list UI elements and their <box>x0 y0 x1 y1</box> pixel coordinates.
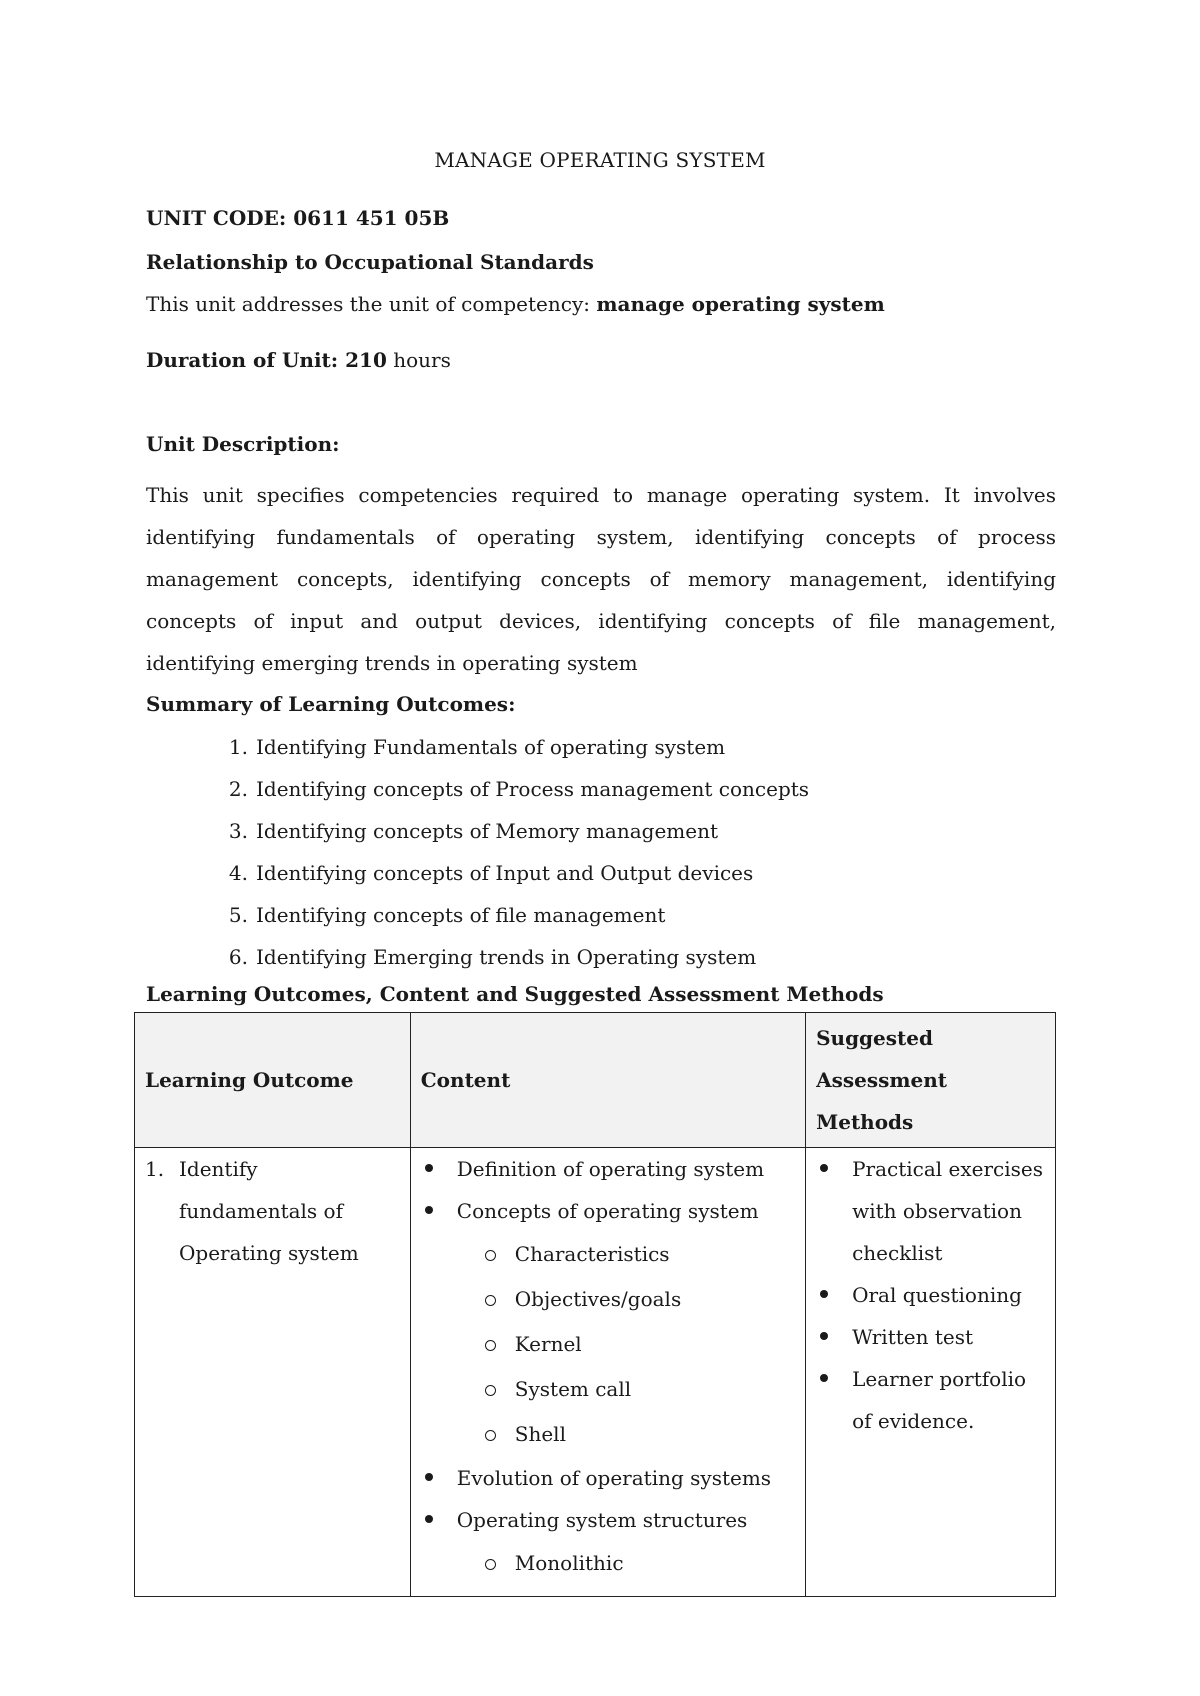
duration-unit: hours <box>386 348 451 372</box>
summary-heading: Summary of Learning Outcomes: <box>146 692 516 716</box>
cell-content <box>410 1148 805 1597</box>
table-header-row <box>135 1013 1056 1148</box>
content-bullet: Concepts of operating system <box>419 1190 797 1232</box>
list-text: Identifying concepts of Input and Output devices <box>256 861 754 885</box>
content-sub-bullet: Kernel <box>419 1322 797 1367</box>
learning-outcomes-table <box>134 1012 1056 1597</box>
table-heading: Learning Outcomes, Content and Suggested Assessment Methods <box>146 982 884 1006</box>
outcomes-list <box>146 726 1046 978</box>
content-sub-bullet: Characteristics <box>419 1232 797 1277</box>
list-number: 1. <box>228 735 248 759</box>
list-item <box>146 810 1046 852</box>
list-number: 4. <box>228 861 248 885</box>
list-number: 6. <box>228 945 248 969</box>
content-sub-bullet: System call <box>419 1367 797 1412</box>
list-item <box>146 852 1046 894</box>
relationship-statement <box>146 292 885 316</box>
list-number: 2. <box>228 777 248 801</box>
list-text: Identifying Emerging trends in Operating system <box>256 945 757 969</box>
document-title: MANAGE OPERATING SYSTEM <box>434 148 766 172</box>
assessment-bullet: Written test <box>814 1316 1047 1358</box>
list-number: 3. <box>228 819 248 843</box>
header-learning-outcome: Learning Outcome <box>135 1013 411 1148</box>
list-text: Identifying concepts of Memory management <box>256 819 719 843</box>
outcome-text: Identify fundamentals of Operating system <box>179 1157 359 1265</box>
content-sub-bullet: Objectives/goals <box>419 1277 797 1322</box>
list-item <box>146 768 1046 810</box>
relationship-heading: Relationship to Occupational Standards <box>146 250 594 274</box>
duration <box>146 348 451 372</box>
content-sub-bullet: Shell <box>419 1412 797 1457</box>
cell-learning-outcome <box>135 1148 411 1597</box>
assessment-bullet: Learner portfolio of evidence. <box>814 1358 1047 1442</box>
outcome-number: 1. <box>145 1157 165 1181</box>
header-assessment: Suggested Assessment Methods <box>806 1013 1056 1148</box>
assessment-bullet: Oral questioning <box>814 1274 1047 1316</box>
list-text: Identifying concepts of file management <box>256 903 666 927</box>
unit-code: UNIT CODE: 0611 451 05B <box>146 206 450 230</box>
cell-assessment <box>806 1148 1056 1597</box>
content-bullet: Operating system structures <box>419 1499 797 1541</box>
list-number: 5. <box>228 903 248 927</box>
list-item <box>146 726 1046 768</box>
relationship-competency: manage operating system <box>596 292 885 316</box>
content-bullet: Definition of operating system <box>419 1148 797 1190</box>
duration-label: Duration of Unit: 210 <box>146 348 387 372</box>
description-heading: Unit Description: <box>146 432 340 456</box>
table-row <box>135 1148 1056 1597</box>
list-text: Identifying Fundamentals of operating system <box>256 735 726 759</box>
content-bullet: Evolution of operating systems <box>419 1457 797 1499</box>
outcome-item <box>143 1148 402 1274</box>
relationship-text: This unit addresses the unit of competency: <box>146 292 597 316</box>
content-sub-bullet: Monolithic <box>419 1541 797 1586</box>
list-item <box>146 894 1046 936</box>
assessment-bullet: Practical exercises with observation checklist <box>814 1148 1047 1274</box>
list-item <box>146 936 1046 978</box>
description-text: This unit specifies competencies required to manage operating system. It involves identifying fundamentals of operating system, identifying concepts of process management concepts, identifying concepts of memory management, identifying concepts of input and output devices, identifying concepts of file management, identifying emerging trends in operating system <box>146 483 1056 675</box>
list-text: Identifying concepts of Process management concepts <box>256 777 810 801</box>
header-content: Content <box>410 1013 805 1148</box>
